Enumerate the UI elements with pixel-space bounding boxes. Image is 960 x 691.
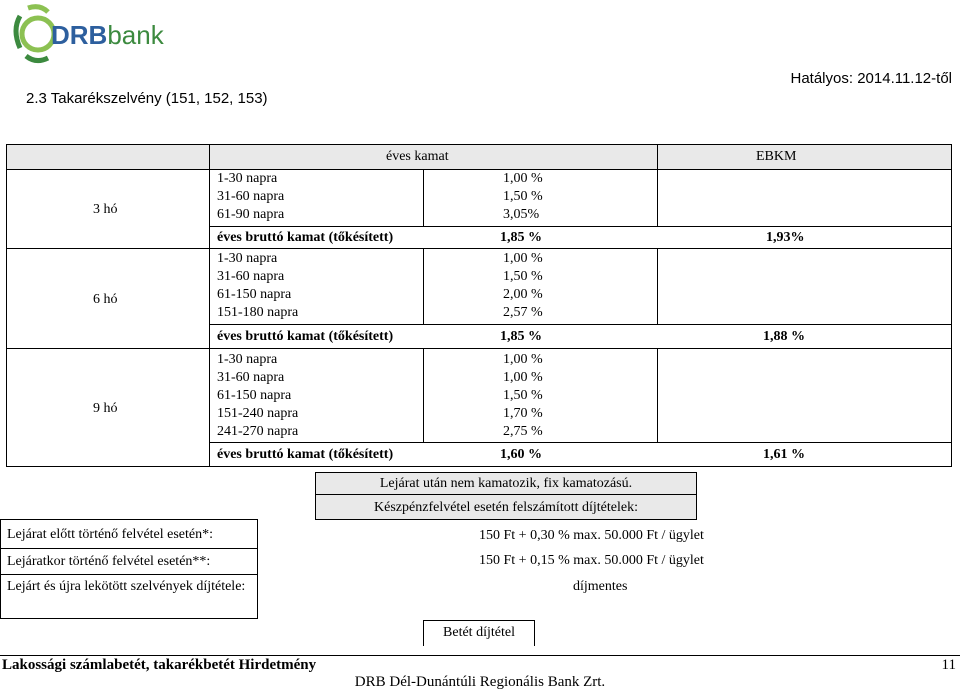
rates-cell-3: [423, 169, 658, 227]
gross-label: éves bruttó kamat (tőkésített): [217, 329, 394, 344]
fees-header-cell: [315, 494, 697, 520]
period-item: 1-30 napra: [217, 171, 278, 186]
fee-label-cell: [0, 519, 258, 549]
rates-cell-6: [423, 248, 658, 325]
rate-item: 1,00 %: [503, 251, 543, 266]
period-item: 61-150 napra: [217, 287, 292, 302]
period-item: 151-240 napra: [217, 406, 299, 421]
ebkm-blank-3: [657, 169, 952, 227]
rates-cell-9: [423, 348, 658, 443]
term-label: 6 hó: [93, 292, 118, 307]
fee-label: Lejárt és újra lekötött szelvények díjtétele:: [7, 579, 246, 594]
col-interest-heading: éves kamat: [386, 149, 449, 164]
ebkm-value: 1,88 %: [763, 329, 805, 344]
ebkm-value: 1,93%: [766, 230, 805, 245]
ebkm-value: 1,61 %: [763, 447, 805, 462]
effective-date: Hatályos: 2014.11.12-től: [790, 70, 952, 87]
gross-row-6: [209, 324, 952, 349]
term-cell-3: [6, 169, 210, 249]
period-item: 1-30 napra: [217, 352, 278, 367]
header-ebkm-cell: [657, 144, 952, 170]
period-item: 31-60 napra: [217, 370, 285, 385]
rate-item: 1,50 %: [503, 269, 543, 284]
rate-item: 2,57 %: [503, 305, 543, 320]
fixed-rate-note-cell: [315, 472, 697, 495]
section-title: 2.3 Takarékszelvény (151, 152, 153): [26, 90, 268, 107]
fee-value: díjmentes: [573, 579, 628, 594]
periods-cell-6: [209, 248, 424, 325]
fee-label-cell: [0, 548, 258, 575]
period-item: 151-180 napra: [217, 305, 299, 320]
term-cell-9: [6, 348, 210, 467]
fee-label: Lejárat előtt történő felvétel esetén*:: [7, 527, 214, 542]
period-item: 61-150 napra: [217, 388, 292, 403]
period-item: 31-60 napra: [217, 189, 285, 204]
footer-document-title: Lakossági számlabetét, takarékbetét Hirdetmény: [2, 657, 317, 673]
period-item: 241-270 napra: [217, 424, 299, 439]
ebkm-blank-9: [657, 348, 952, 443]
fee-label-cell: [0, 574, 258, 619]
fee-label: Lejáratkor történő felvétel esetén**:: [7, 554, 211, 569]
rate-item: 1,00 %: [503, 370, 543, 385]
gross-rate: 1,85 %: [500, 329, 542, 344]
fees-header: Készpénzfelvétel esetén felszámított díjtételek:: [374, 500, 638, 515]
gross-label: éves bruttó kamat (tőkésített): [217, 230, 394, 245]
term-label: 9 hó: [93, 401, 118, 416]
col-ebkm-heading: EBKM: [756, 149, 797, 164]
rate-item: 1,70 %: [503, 406, 543, 421]
gross-rate: 1,85 %: [500, 230, 542, 245]
gross-rate: 1,60 %: [500, 447, 542, 462]
period-item: 31-60 napra: [217, 269, 285, 284]
term-label: 3 hó: [93, 202, 118, 217]
rate-item: 2,75 %: [503, 424, 543, 439]
period-item: 61-90 napra: [217, 207, 285, 222]
footer-bank-name: DRB Dél-Dunántúli Regionális Bank Zrt.: [354, 674, 606, 690]
rate-item: 1,00 %: [503, 171, 543, 186]
fee-value: 150 Ft + 0,30 % max. 50.000 Ft / ügylet: [479, 528, 704, 543]
header-empty-cell: [6, 144, 210, 170]
rate-item: 1,50 %: [503, 189, 543, 204]
ebkm-blank-6: [657, 248, 952, 325]
rate-item: 1,50 %: [503, 388, 543, 403]
periods-cell-3: [209, 169, 424, 227]
gross-row-3: [209, 226, 952, 249]
rate-item: 3,05%: [503, 207, 540, 222]
header-interest-cell: [209, 144, 658, 170]
period-item: 1-30 napra: [217, 251, 278, 266]
rate-item: 2,00 %: [503, 287, 543, 302]
deposit-fee-cell: [423, 620, 535, 646]
gross-row-9: [209, 442, 952, 467]
logo-wordmark: DRBbank: [51, 20, 164, 50]
footer-page-number: 11: [941, 657, 956, 673]
drb-bank-logo: [8, 2, 164, 72]
deposit-fee-label: Betét díjtétel: [443, 625, 515, 640]
rate-item: 1,00 %: [503, 352, 543, 367]
term-cell-6: [6, 248, 210, 349]
fixed-rate-note: Lejárat után nem kamatozik, fix kamatozású.: [379, 476, 633, 491]
gross-label: éves bruttó kamat (tőkésített): [217, 447, 394, 462]
periods-cell-9: [209, 348, 424, 443]
fee-value: 150 Ft + 0,15 % max. 50.000 Ft / ügylet: [479, 553, 704, 568]
